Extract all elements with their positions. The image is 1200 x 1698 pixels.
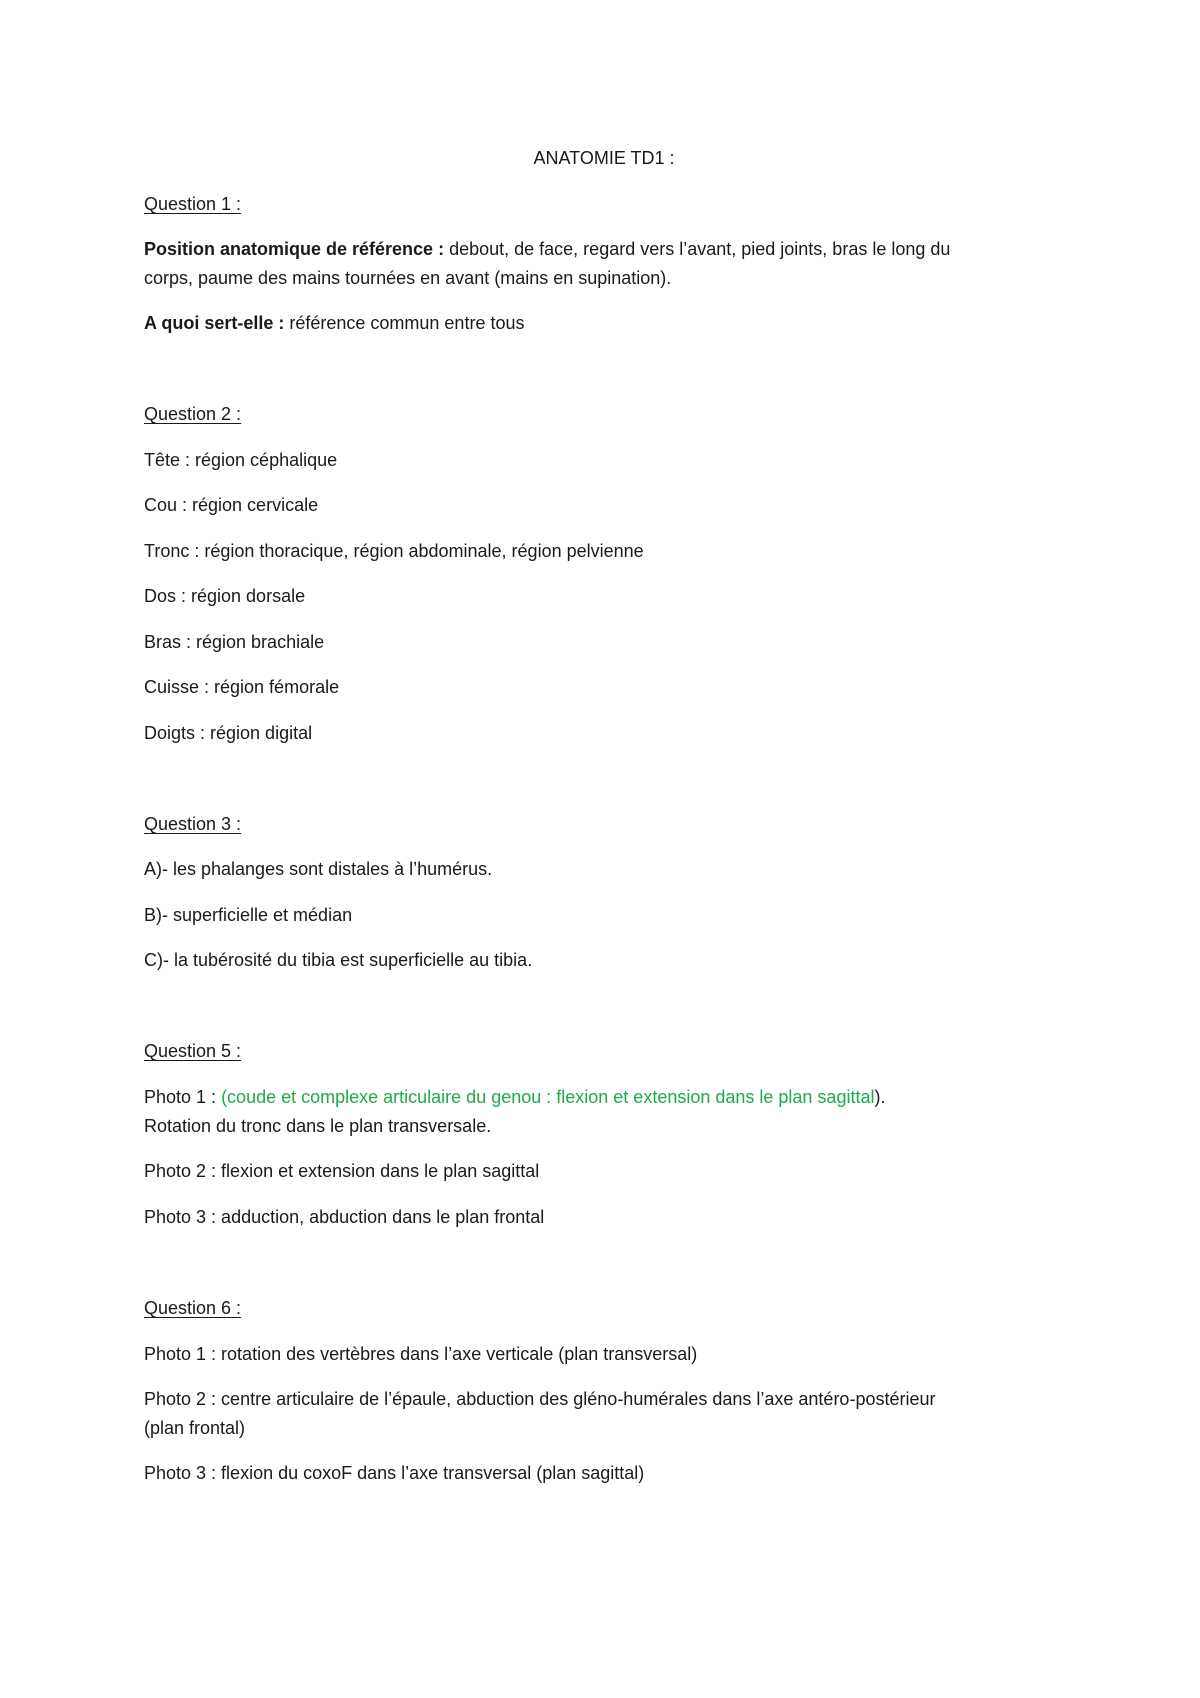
question-6-heading: Question 6 :: [144, 1298, 242, 1318]
q3-item-a: A)- les phalanges sont distales à l’humérus.: [144, 859, 493, 879]
q1-usage-text: référence commun entre tous: [284, 313, 525, 333]
q1-usage-label: A quoi sert-elle :: [144, 313, 285, 333]
question-1-heading: Question 1 :: [144, 194, 242, 214]
q2-item-doigts: Doigts : région digital: [144, 723, 313, 743]
q5-photo1-line2: Rotation du tronc dans le plan transversale.: [144, 1116, 492, 1136]
q2-item-tete: Tête : région céphalique: [144, 450, 338, 470]
q1-position-label: Position anatomique de référence :: [144, 239, 445, 259]
q1-position-text-2: corps, paume des mains tournées en avant (mains en supination).: [144, 268, 672, 288]
q2-item-tronc: Tronc : région thoracique, région abdominale, région pelvienne: [144, 541, 644, 561]
q5-photo2: Photo 2 : flexion et extension dans le plan sagittal: [144, 1161, 540, 1181]
q3-item-c: C)- la tubérosité du tibia est superficielle au tibia.: [144, 950, 533, 970]
q1-position-text: debout, de face, regard vers l’avant, pied joints, bras le long du: [444, 239, 951, 259]
q5-photo3: Photo 3 : adduction, abduction dans le plan frontal: [144, 1207, 545, 1227]
q2-item-bras: Bras : région brachiale: [144, 632, 325, 652]
q5-photo1-line: [144, 1083, 885, 1111]
document-title: ANATOMIE TD1 :: [533, 148, 675, 168]
q1-position-line: [144, 235, 950, 263]
q2-item-cou: Cou : région cervicale: [144, 495, 319, 515]
q2-item-cuisse: Cuisse : région fémorale: [144, 677, 340, 697]
q6-photo3: Photo 3 : flexion du coxoF dans l’axe transversal (plan sagittal): [144, 1463, 645, 1483]
question-2-heading: Question 2 :: [144, 404, 242, 424]
q6-photo2-line2: (plan frontal): [144, 1418, 246, 1438]
q5-photo1-after: ).: [874, 1087, 886, 1107]
q6-photo2-line1: Photo 2 : centre articulaire de l’épaule, abduction des gléno-humérales dans l’axe antéro-postérieur: [144, 1389, 936, 1409]
question-3-heading: Question 3 :: [144, 814, 242, 834]
q1-usage-line: [144, 309, 524, 337]
q3-item-b: B)- superficielle et médian: [144, 905, 353, 925]
q6-photo1: Photo 1 : rotation des vertèbres dans l’axe verticale (plan transversal): [144, 1344, 698, 1364]
q2-item-dos: Dos : région dorsale: [144, 586, 306, 606]
question-5-heading: Question 5 :: [144, 1041, 242, 1061]
q5-photo1-label: Photo 1 :: [144, 1087, 222, 1107]
q5-photo1-green-text: (coude et complexe articulaire du genou : flexion et extension dans le plan sagittal: [221, 1087, 875, 1107]
